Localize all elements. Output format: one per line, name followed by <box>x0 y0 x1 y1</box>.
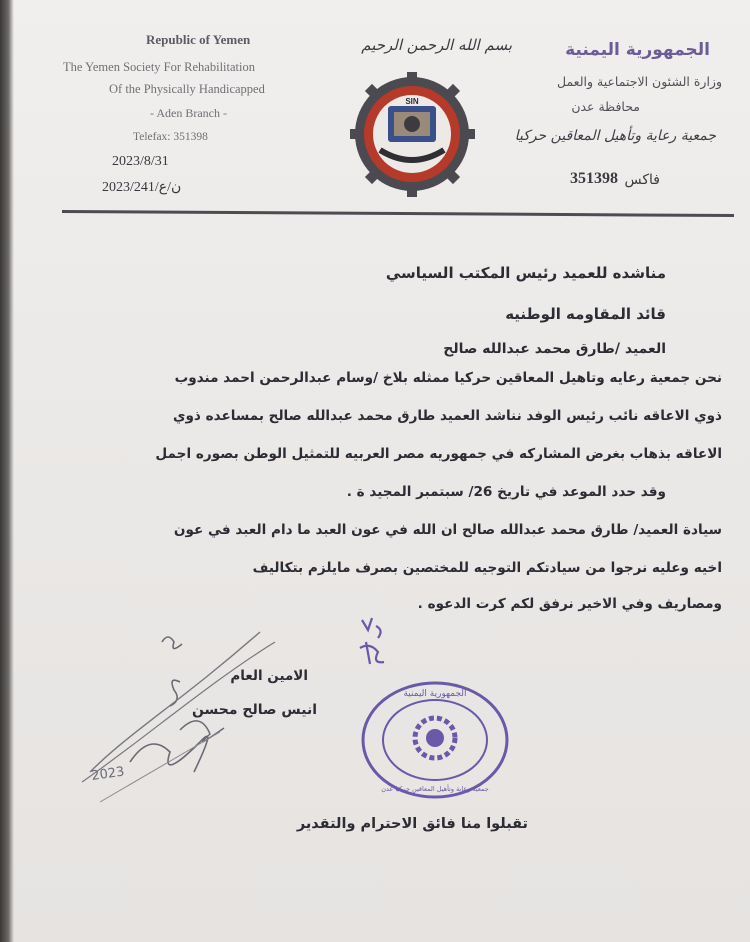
letter-leader: قائد المقاومه الوطنيه <box>505 305 666 323</box>
society-logo <box>350 72 475 197</box>
header-branch-en: - Aden Branch - <box>150 106 227 120</box>
letter-addressee: العميد /طارق محمد عبدالله صالح <box>443 341 666 357</box>
letter-paragraph-line2: ذوي الاعاقه نائب رئيس الوفد نناشد العميد طارق محمد عبدالله صالح بمساعده ذوي <box>172 408 722 424</box>
official-stamp <box>360 680 510 800</box>
header-society-ar: جمعية رعاية وتأهيل المعاقين حركيا <box>514 128 716 144</box>
letter-paragraph-line6: اخيه وعليه نرجوا من سيادتكم التوجيه للمختصين بصرف مايلزم بتكاليف <box>252 560 722 576</box>
header-fax-label: فاكس <box>624 172 660 188</box>
letter-paragraph-line5: سيادة العميد/ طارق محمد عبدالله صالح ان الله في عون العبد ما دام العبد في عون <box>173 522 722 538</box>
logo-text: SIN <box>405 97 419 106</box>
purple-initials <box>352 612 402 672</box>
letter-paragraph-line3: الاعاقه بذهاب بغرض المشاركه في جمهوريه مصر العربيه للتمثيل الوطن بصوره اجمل <box>155 446 722 462</box>
basmala: بسم الله الرحمن الرحيم <box>361 36 512 54</box>
header-fax-number: 351398 <box>570 170 618 187</box>
header-divider <box>62 210 734 217</box>
stamp-bottom-text: جمعية رعاية وتأهيل المعاقين حركيا عدن <box>381 785 489 793</box>
header-society-en-line1: The Yemen Society For Rehabilitation <box>63 60 255 74</box>
page-shadow-edge <box>0 0 14 942</box>
header-republic-ar: الجمهورية اليمنية <box>565 40 710 60</box>
signatory-title: الامين العام <box>230 668 308 684</box>
letter-paragraph-line4: وقد حدد الموعد في تاريخ 26/ سبتمبر المجيد ة . <box>346 484 666 500</box>
header-date: 2023/8/31 <box>112 154 169 169</box>
letter-paragraph-line1: نحن جمعية رعايه وتاهيل المعاقين حركيا ممثله بلاخ /وسام عبدالرحمن احمد مندوب <box>174 370 722 386</box>
handwritten-date: 2023 <box>90 764 126 784</box>
signatory-name: انيس صالح محسن <box>191 702 317 718</box>
letter-paragraph-line7: ومصاريف وفي الاخير نرفق لكم كرت الدعوه . <box>417 596 722 612</box>
header-ministry-ar: وزارة الشئون الاجتماعية والعمل <box>556 74 722 89</box>
header-ref: 2023/ن/ع/241 <box>102 180 182 195</box>
header-governorate-ar: محافظة عدن <box>571 99 640 114</box>
stamp-ring-text: الجمهورية اليمنية <box>403 689 467 699</box>
letter-appeal: مناشده للعميد رئيس المكتب السياسي <box>385 264 666 282</box>
header-society-en-line2: Of the Physically Handicapped <box>109 82 265 96</box>
header-telefax-en: Telefax: 351398 <box>133 131 208 143</box>
handwritten-signature <box>70 612 290 812</box>
header-republic-en: Republic of Yemen <box>146 32 251 47</box>
letter-closing: تقبلوا منا فائق الاحترام والتقدير <box>296 816 528 832</box>
